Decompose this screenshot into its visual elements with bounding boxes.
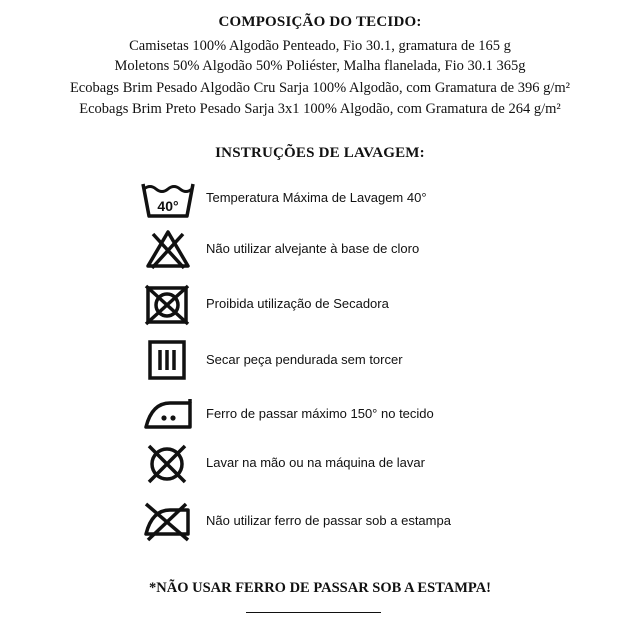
washing-title: INSTRUÇÕES DE LAVAGEM: xyxy=(215,145,425,161)
care-label: Ferro de passar máximo 150° no tecido xyxy=(206,406,434,421)
no-dry-clean-icon xyxy=(140,442,196,486)
composition-line: Ecobags Brim Preto Pesado Sarja 3x1 100% Algodão, com Gramatura de 264 g/m² xyxy=(79,101,561,117)
composition-line: Ecobags Brim Pesado Algodão Cru Sarja 100% Algodão, com Gramatura de 396 g/m² xyxy=(69,80,571,96)
care-label: Proibida utilização de Secadora xyxy=(206,296,389,311)
care-item-no-iron xyxy=(140,500,620,550)
care-label: Temperatura Máxima de Lavagem 40° xyxy=(206,190,427,205)
no-tumble-dry-icon xyxy=(140,282,196,326)
iron-two-dots-icon xyxy=(140,393,196,433)
care-item-no-bleach xyxy=(140,228,620,278)
composition-title: COMPOSIÇÃO DO TECIDO: xyxy=(218,14,422,30)
wash-40-icon xyxy=(140,180,196,222)
divider-line xyxy=(246,612,381,613)
no-bleach-icon xyxy=(140,228,196,272)
composition-line: Camisetas 100% Algodão Penteado, Fio 30.1, gramatura de 165 g xyxy=(129,38,511,54)
wash-temperature-text: 40° xyxy=(157,198,179,214)
care-label: Não utilizar alvejante à base de cloro xyxy=(206,241,420,256)
care-item-iron xyxy=(140,393,620,443)
care-label: Não utilizar ferro de passar sob a estampa xyxy=(206,513,451,528)
no-iron-icon xyxy=(140,500,196,542)
ironing-warning: *NÃO USAR FERRO DE PASSAR SOB A ESTAMPA! xyxy=(149,580,491,596)
care-item-hand-or-machine-wash xyxy=(140,442,620,492)
line-dry-icon xyxy=(140,338,196,382)
care-item-wash-temperature xyxy=(140,180,620,230)
composition-line: Moletons 50% Algodão 50% Poliéster, Malha flanelada, Fio 30.1 365g xyxy=(114,58,526,74)
care-label: Secar peça pendurada sem torcer xyxy=(206,352,403,367)
care-item-no-tumble-dry xyxy=(140,282,620,332)
care-label: Lavar na mão ou na máquina de lavar xyxy=(206,455,425,470)
care-item-line-dry xyxy=(140,338,620,388)
